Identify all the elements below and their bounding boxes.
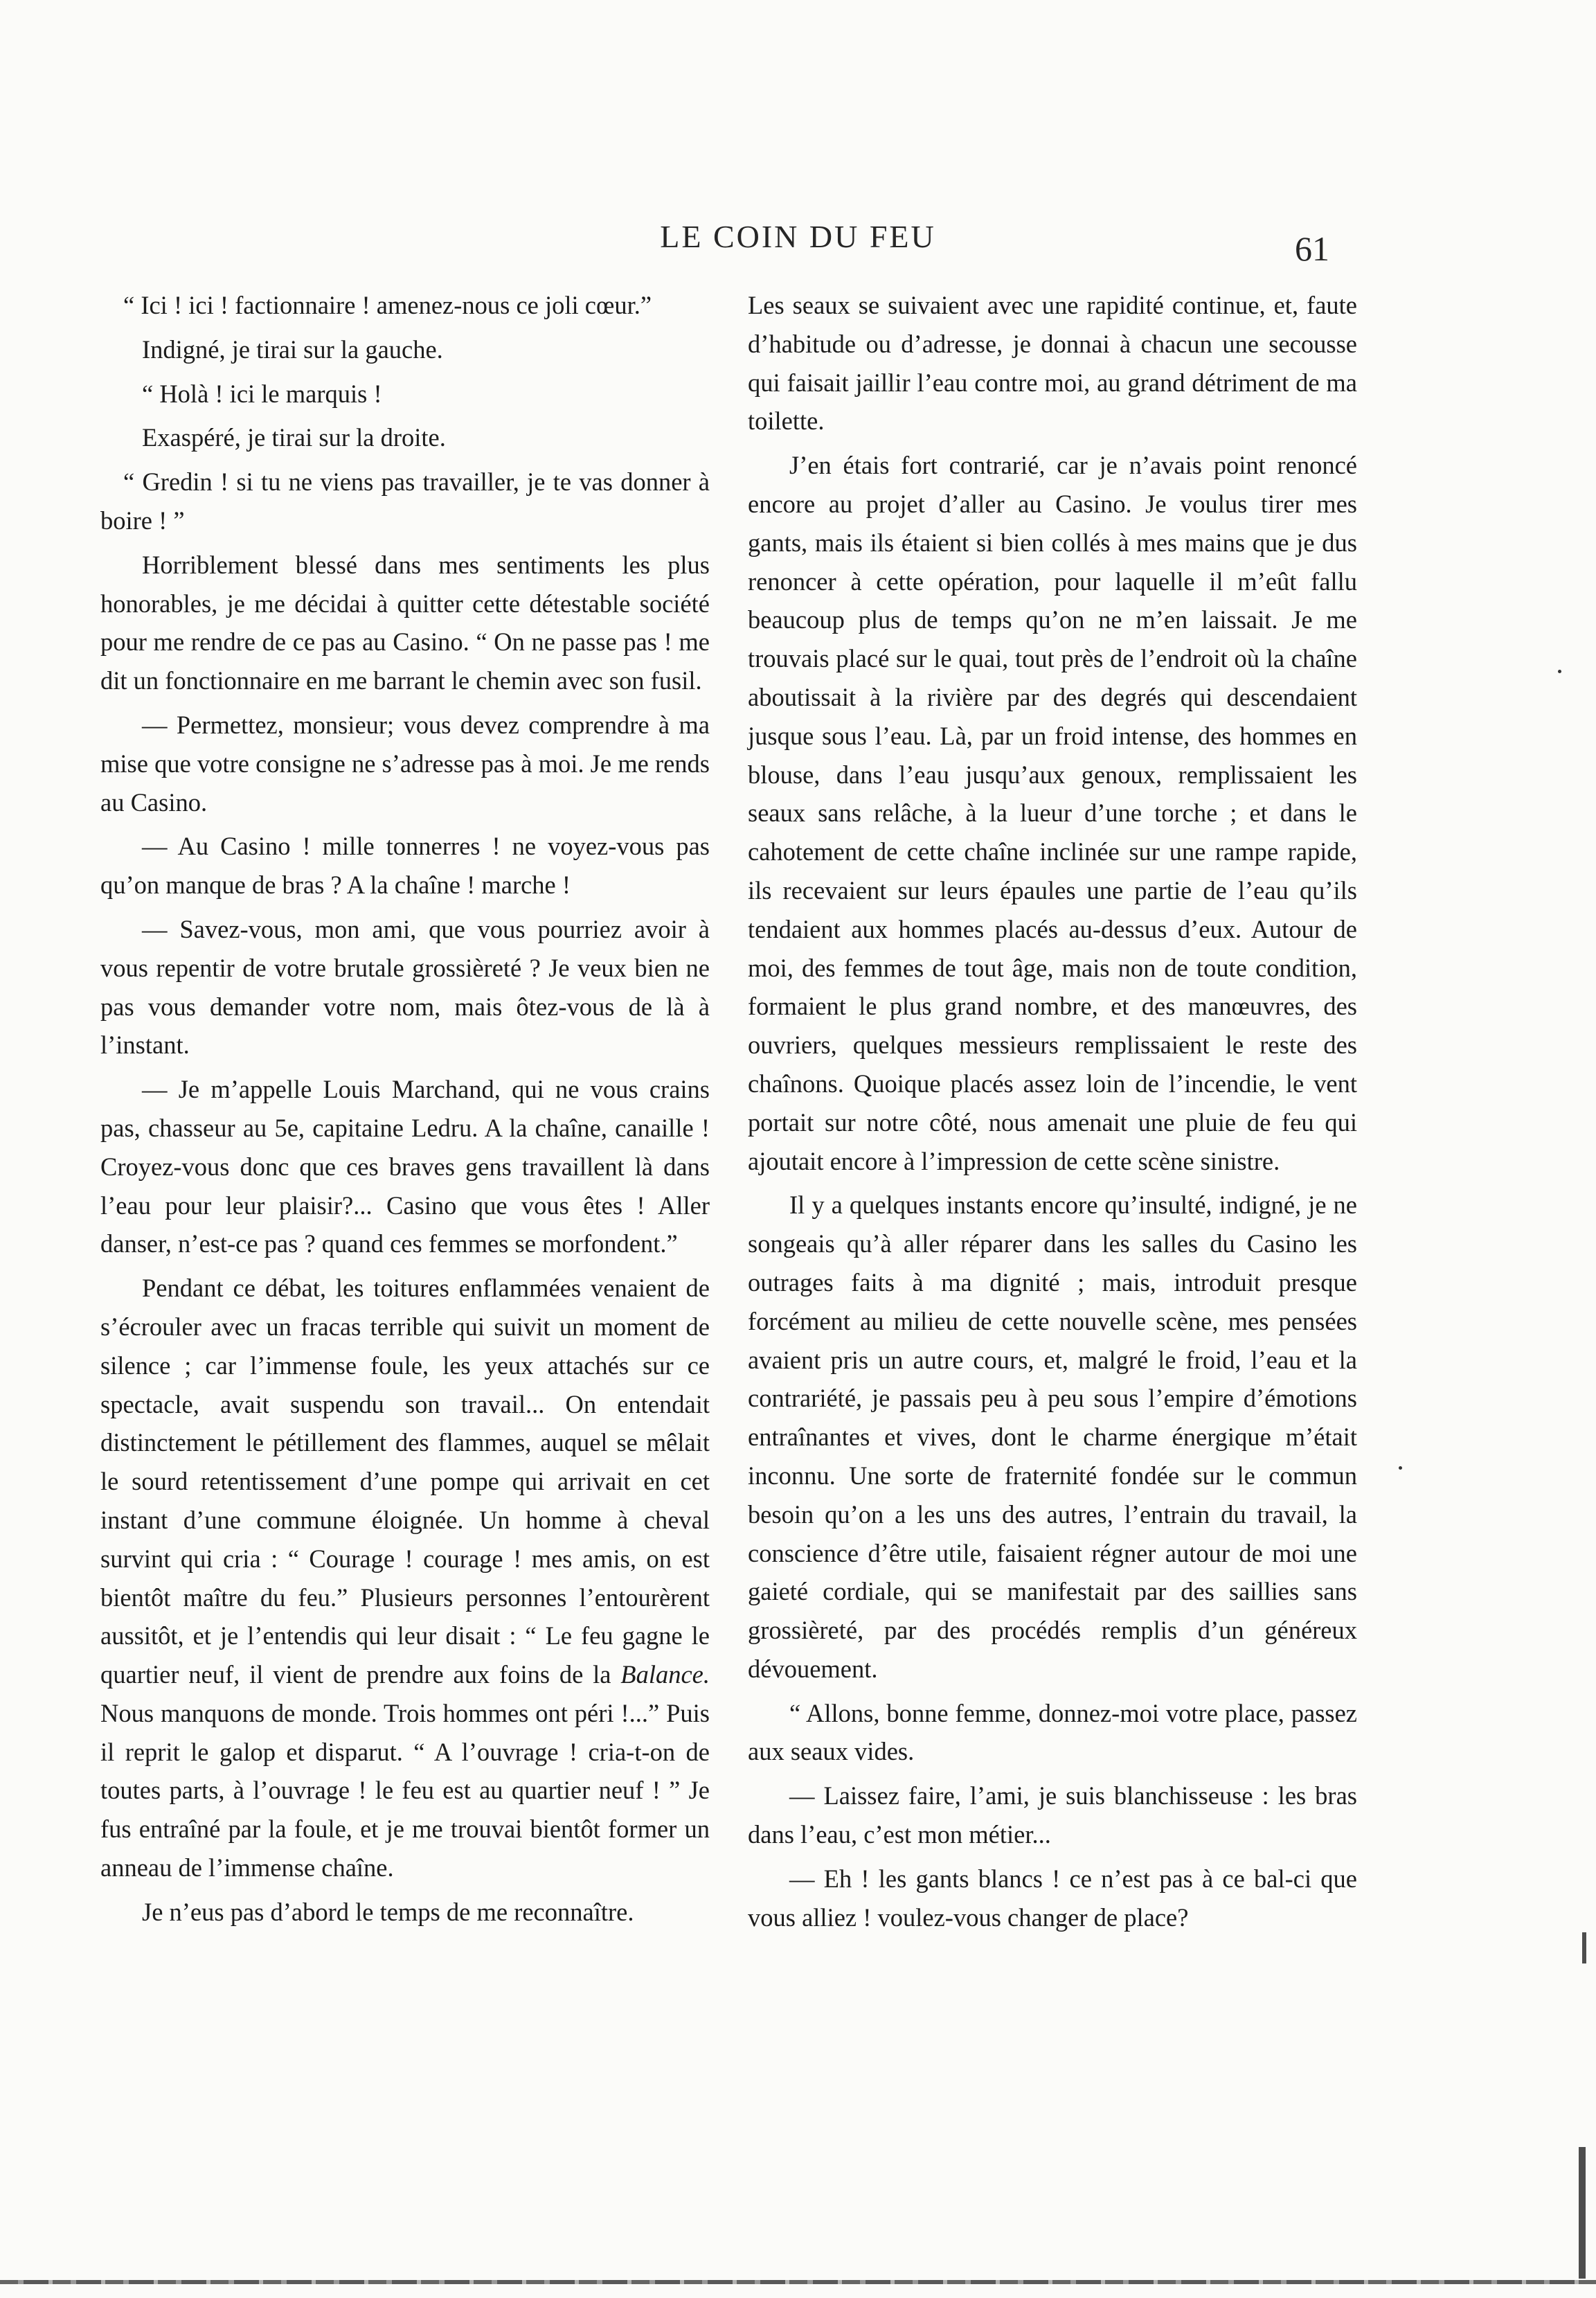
italic-name: Balance. (620, 1660, 710, 1689)
paragraph-with-italic (100, 1269, 710, 1887)
paragraph: “ Gredin ! si tu ne viens pas travailler, je te vas donner à boire ! ” (100, 467, 710, 535)
paragraph: — Je m’appelle Louis Marchand, qui ne vous crains pas, chasseur au 5e, capitaine Ledru. A la chaîne, canaille ! Croyez-vous donc que ces braves gens travaillent là dans l’eau pour leur plaisir?... Casino que vous êtes ! Aller danser, n’est-ce pas ? quand ces femmes se morfondent.” (100, 1075, 710, 1258)
paragraph: — Eh ! les gants blancs ! ce n’est pas à ce bal-ci que vous alliez ! voulez-vous changer de place? (748, 1864, 1357, 1932)
scan-edge-mark (1582, 1932, 1586, 1963)
paragraph: Exaspéré, je tirai sur la droite. (142, 423, 446, 452)
paragraph: — Savez-vous, mon ami, que vous pourriez avoir à vous repentir de votre brutale grossièreté ? Je veux bien ne pas vous demander votre nom, mais ôtez-vous de là à l’instant. (100, 914, 710, 1060)
paragraph-text: Pendant ce débat, les toitures enflammées venaient de s’écrouler avec un fracas terrible qui suivit un moment de silence ; car l’immense foule, les yeux attachés sur ce spectacle, avait suspendu son travail... On entendait distinctement le pétillement des flammes, auquel se mêlait le sourd retentissement d’une pompe qui arrivait en cet instant d’une commune éloignée. Un homme à cheval survint qui cria : “ Courage ! courage ! mes amis, on est bientôt maître du feu.” Plusieurs personnes l’entourèrent aussitôt, et je l’entendis qui leur disait : “ Le feu gagne le quartier neuf, il vient de prendre aux foins de la (100, 1274, 710, 1689)
paragraph: Horriblement blessé dans mes sentiments les plus honorables, je me décidai à quitter cette détestable société pour me rendre de ce pas au Casino. “ On ne passe pas ! me dit un fonctionnaire en me barrant le chemin avec son fusil. (100, 550, 710, 695)
page-number: 61 (1295, 229, 1329, 268)
paragraph: “ Ici ! ici ! factionnaire ! amenez-nous ce joli cœur.” (123, 291, 652, 319)
paragraph: J’en étais fort contrarié, car je n’avais point renoncé encore au projet d’aller au Casino. Je voulus tirer mes gants, mais ils étaient si bien collés à mes mains que je dus renoncer à cette opération, pour laquelle il m’eût fallu beaucoup plus de temps qu’on ne m’en laissait. Je me trouvais placé sur le quai, tout près de l’endroit où la chaîne aboutissait à la rivière par des degrés qui descendaient jusque sous l’eau. Là, par un froid intense, des hommes en blouse, dans l’eau jusqu’aux genoux, remplissaient les seaux sans relâche, à la lueur d’une torche ; et dans le cahotement de cette chaîne inclinée sur une rampe rapide, ils recevaient sur leurs épaules une partie de l’eau qu’ils tendaient aux hommes placés au-dessus d’eux. Autour de moi, des femmes de tout âge, mais non de toute condition, formaient le plus grand nombre, et des manœuvres, des ouvriers, quelques messieurs remplissaient le reste des chaînons. Quoique placés assez loin de l’incendie, le vent portait sur notre côté, nous amenait une pluie de feu qui ajoutait encore à l’impression de cette scène sinistre. (748, 451, 1357, 1175)
paragraph: “ Holà ! ici le marquis ! (142, 379, 382, 408)
paragraph: Je n’eus pas d’abord le temps de me reconnaître. (142, 1897, 634, 1926)
scan-speck (1558, 670, 1561, 673)
scan-edge-mark (1579, 2147, 1586, 2279)
paragraph: — Au Casino ! mille tonnerres ! ne voyez-vous pas qu’on manque de bras ? A la chaîne ! marche ! (100, 832, 710, 900)
paragraph: Indigné, je tirai sur la gauche. (142, 335, 443, 364)
right-column (748, 286, 1357, 1942)
left-column (100, 286, 710, 1937)
paragraph-text: Nous manquons de monde. Trois hommes ont péri !...” Puis il reprit le galop et disparut. “ A l’ouvrage ! cria-t-on de toutes parts, à l’ouvrage ! le feu est au quartier neuf ! ” Je fus entraîné par la foule, et je me trouvai bientôt former un anneau de l’immense chaîne. (100, 1698, 710, 1882)
scan-bottom-edge (0, 2280, 1596, 2284)
paragraph: Les seaux se suivaient avec une rapidité continue, et, faute d’habitude ou d’adresse, je donnai à chacun une secousse qui faisait jaillir l’eau contre moi, au grand détriment de ma toilette. (748, 291, 1357, 436)
running-title: LE COIN DU FEU (660, 219, 936, 254)
paragraph: — Laissez faire, l’ami, je suis blanchisseuse : les bras dans l’eau, c’est mon métier... (748, 1781, 1357, 1849)
paragraph: “ Allons, bonne femme, donnez-moi votre place, passez aux seaux vides. (748, 1698, 1357, 1766)
scan-speck (1399, 1466, 1402, 1470)
paragraph: — Permettez, monsieur; vous devez comprendre à ma mise que votre consigne ne s’adresse pas à moi. Je me rends au Casino. (100, 710, 710, 817)
paragraph: Il y a quelques instants encore qu’insulté, indigné, je ne songeais qu’à aller réparer dans les salles du Casino les outrages faits à ma dignité ; mais, introduit presque forcément au milieu de cette nouvelle scène, mes pensées avaient pris un autre cours, et, malgré le froid, l’eau et la contrariété, je passais peu à peu sous l’empire d’émotions entraînantes et vives, dont le charme énergique m’était inconnu. Une sorte de fraternité fondée sur le commun besoin qu’on a les uns des autres, l’entrain du travail, la conscience d’être utile, faisaient régner autour de moi une gaieté cordiale, qui se manifestait par des saillies sans grossièreté, par des procédés remplis d’un généreux dévouement. (748, 1191, 1357, 1683)
